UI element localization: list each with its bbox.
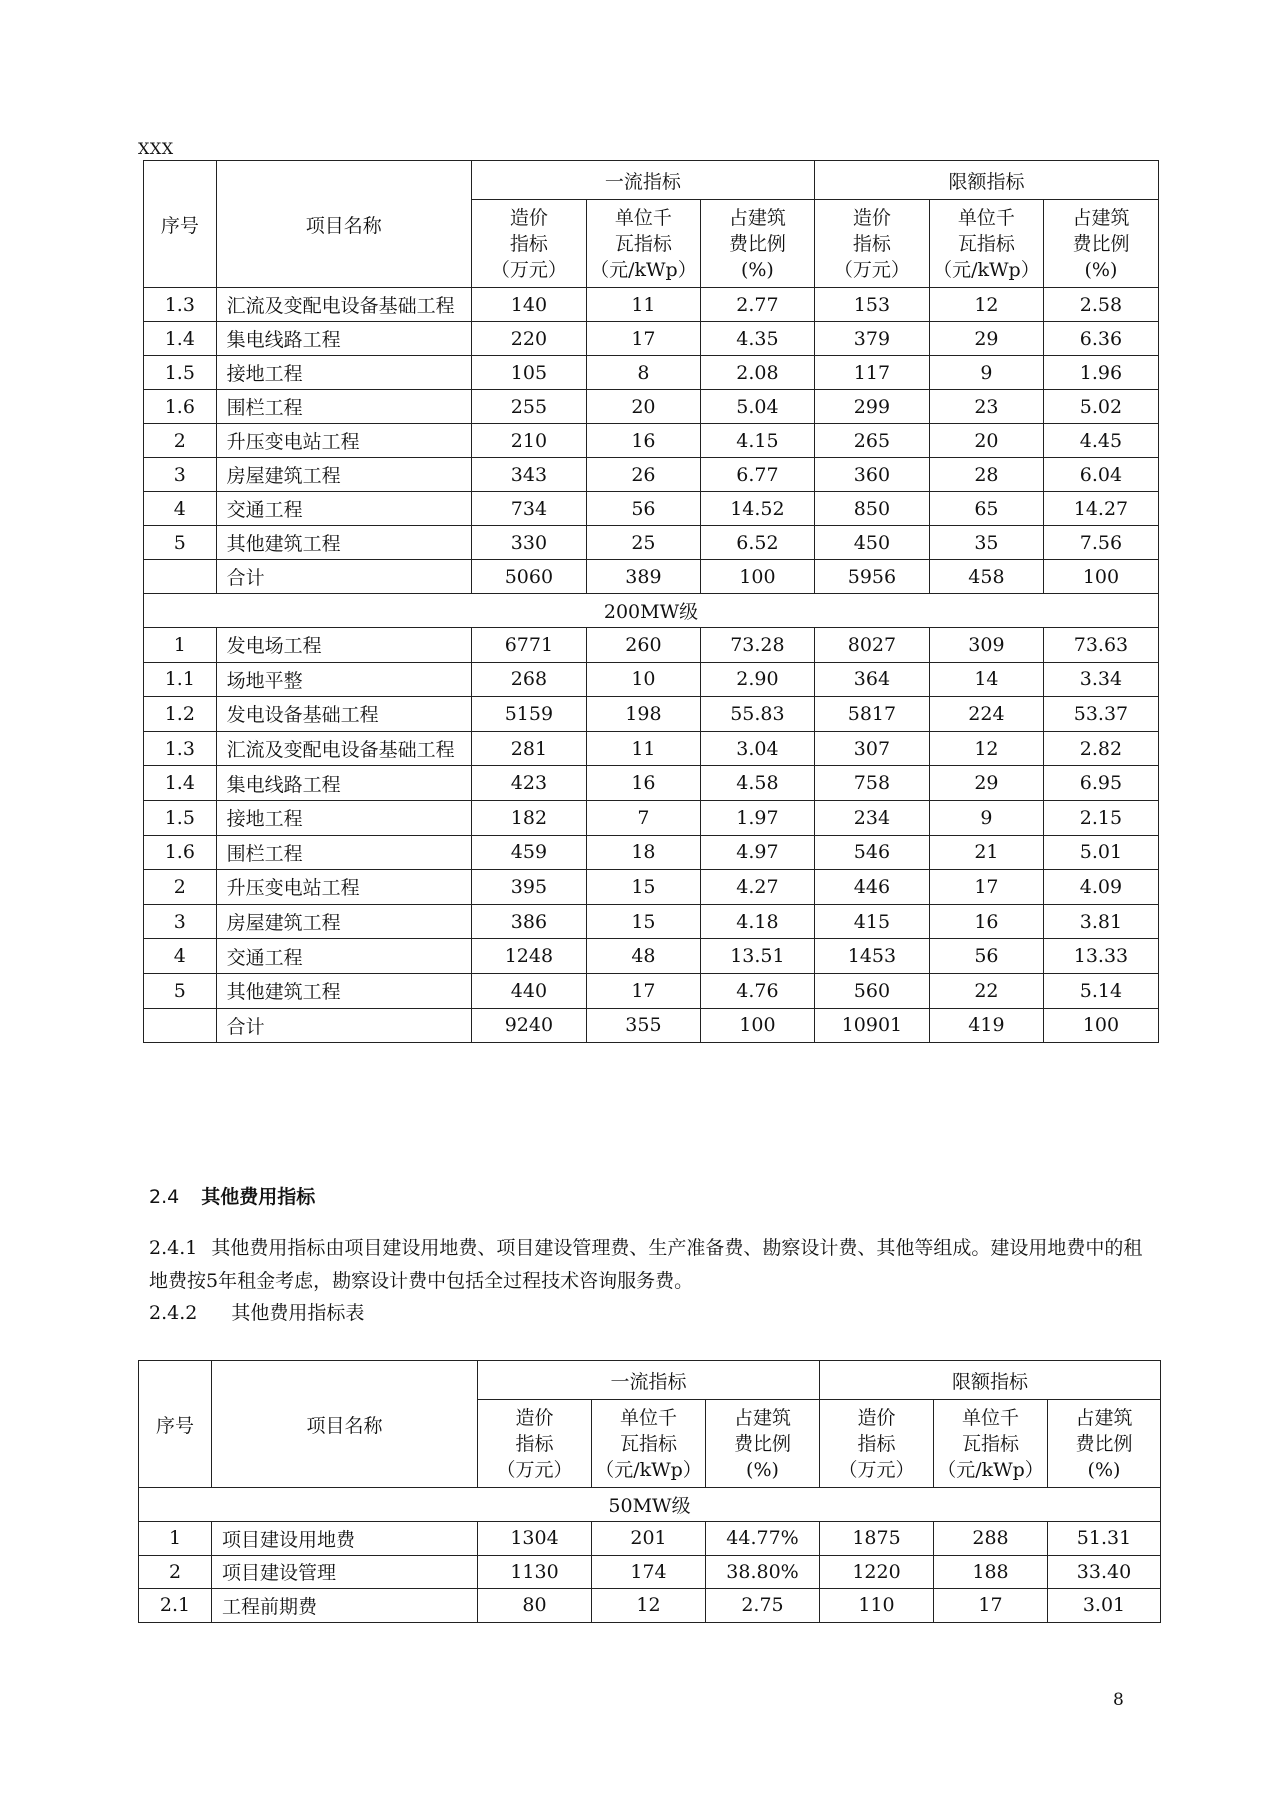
cell-ratio-limit: 3.34: [1043, 662, 1158, 697]
cell-ratio-limit: 2.82: [1043, 731, 1158, 766]
other-cost-table: [138, 1360, 1161, 1623]
cell-unit-index: 56: [586, 492, 700, 526]
cell-cost-limit: 450: [814, 526, 929, 560]
table-row: [144, 492, 1159, 526]
cell-ratio-limit: 13.33: [1043, 939, 1158, 974]
cell-unit-index-limit: 419: [929, 1008, 1043, 1043]
cell-seq: [144, 560, 217, 594]
section-row: [144, 594, 1159, 628]
cell-ratio-limit: 5.01: [1043, 835, 1158, 870]
cell-unit-index-limit: 21: [929, 835, 1043, 870]
cell-name: 合计: [216, 560, 471, 594]
cell-cost-limit: 8027: [814, 628, 929, 663]
cell-name: 升压变电站工程: [216, 424, 471, 458]
cell-seq: 1.5: [144, 800, 217, 835]
cell-cost: 386: [471, 904, 586, 939]
page-number: 8: [1113, 1690, 1124, 1710]
cell-cost-limit: 10901: [814, 1008, 929, 1043]
paragraph-text: 其他费用指标由项目建设用地费、项目建设管理费、生产准备费、勘察设计费、其他等组成。建设用地费中的租地费按5年租金考虑，勘察设计费中包括全过程技术咨询服务费。: [149, 1237, 1143, 1292]
cell-ratio-limit: 51.31: [1048, 1522, 1161, 1556]
section-number: 2.4: [149, 1186, 180, 1208]
cell-name: 工程前期费: [212, 1589, 478, 1623]
cell-unit-index-limit: 22: [929, 973, 1043, 1008]
cell-unit-index: 18: [586, 835, 700, 870]
cell-seq: 1: [139, 1522, 212, 1556]
cell-ratio: 4.18: [700, 904, 814, 939]
cell-ratio-limit: 5.14: [1043, 973, 1158, 1008]
cell-cost: 1248: [471, 939, 586, 974]
cell-name: 围栏工程: [216, 835, 471, 870]
table-row: [139, 1555, 1161, 1589]
cell-seq: 5: [144, 973, 217, 1008]
cell-seq: 2.1: [139, 1589, 212, 1623]
cell-name: 发电设备基础工程: [216, 697, 471, 732]
cell-ratio-limit: 100: [1043, 1008, 1158, 1043]
header-group-limit: 限额指标: [814, 161, 1158, 200]
cell-unit-index: 15: [586, 870, 700, 905]
table-row: [144, 973, 1159, 1008]
cell-cost: 220: [471, 322, 586, 356]
cell-cost: 140: [471, 288, 586, 322]
header-seq: 序号: [139, 1361, 212, 1488]
cell-ratio: 3.04: [700, 731, 814, 766]
cell-unit-index-limit: 9: [929, 356, 1043, 390]
header-cost: 造价 指标 （万元）: [814, 200, 929, 288]
cell-cost: 5060: [471, 560, 586, 594]
cell-ratio-limit: 73.63: [1043, 628, 1158, 663]
table-row: [144, 870, 1159, 905]
cell-ratio-limit: 4.09: [1043, 870, 1158, 905]
cell-cost: 423: [471, 766, 586, 801]
cell-unit-index: 16: [586, 766, 700, 801]
cell-cost-limit: 307: [814, 731, 929, 766]
header-group-first-class: 一流指标: [471, 161, 814, 200]
cell-unit-index-limit: 288: [934, 1522, 1048, 1556]
table-caption: [149, 1298, 364, 1325]
cell-ratio: 13.51: [700, 939, 814, 974]
cell-ratio: 4.97: [700, 835, 814, 870]
cell-unit-index-limit: 188: [934, 1555, 1048, 1589]
cell-name: 接地工程: [216, 800, 471, 835]
cell-unit-index: 17: [586, 973, 700, 1008]
cell-cost-limit: 110: [820, 1589, 934, 1623]
cell-unit-index-limit: 28: [929, 458, 1043, 492]
table-row: [144, 424, 1159, 458]
cell-ratio-limit: 100: [1043, 560, 1158, 594]
cell-seq: 1: [144, 628, 217, 663]
cell-cost-limit: 1453: [814, 939, 929, 974]
cell-name: 场地平整: [216, 662, 471, 697]
cell-seq: 3: [144, 458, 217, 492]
table-row: [144, 458, 1159, 492]
cell-cost: 6771: [471, 628, 586, 663]
header-name: 项目名称: [216, 161, 471, 288]
cell-cost-limit: 234: [814, 800, 929, 835]
cell-seq: 1.3: [144, 288, 217, 322]
cell-seq: 1.5: [144, 356, 217, 390]
cell-ratio: 2.75: [706, 1589, 820, 1623]
table-row: [144, 390, 1159, 424]
cell-cost-limit: 117: [814, 356, 929, 390]
cell-unit-index: 10: [586, 662, 700, 697]
cell-unit-index-limit: 14: [929, 662, 1043, 697]
cell-cost: 459: [471, 835, 586, 870]
cell-ratio: 2.90: [700, 662, 814, 697]
cell-ratio: 2.08: [700, 356, 814, 390]
cell-cost: 1304: [478, 1522, 592, 1556]
section-heading: [149, 1182, 315, 1209]
header-cost: 造价 指标 （万元）: [471, 200, 586, 288]
cell-unit-index-limit: 309: [929, 628, 1043, 663]
cell-unit-index-limit: 9: [929, 800, 1043, 835]
cell-seq: 4: [144, 939, 217, 974]
table-row: [139, 1522, 1161, 1556]
cell-cost: 210: [471, 424, 586, 458]
cell-unit-index: 174: [592, 1555, 706, 1589]
cell-seq: 2: [139, 1555, 212, 1589]
cell-ratio-limit: 6.36: [1043, 322, 1158, 356]
table-row: [144, 526, 1159, 560]
cell-seq: [144, 1008, 217, 1043]
cell-seq: 2: [144, 870, 217, 905]
header-unit: 单位千 瓦指标 （元/kWp）: [592, 1400, 706, 1488]
table-row: [144, 697, 1159, 732]
cell-name: 合计: [216, 1008, 471, 1043]
cell-unit-index-limit: 29: [929, 766, 1043, 801]
cell-ratio-limit: 4.45: [1043, 424, 1158, 458]
cell-name: 交通工程: [216, 492, 471, 526]
cell-name: 接地工程: [216, 356, 471, 390]
cell-unit-index: 201: [592, 1522, 706, 1556]
cell-ratio: 55.83: [700, 697, 814, 732]
cell-unit-index: 389: [586, 560, 700, 594]
cell-name: 项目建设管理: [212, 1555, 478, 1589]
cell-ratio-limit: 7.56: [1043, 526, 1158, 560]
cell-unit-index: 20: [586, 390, 700, 424]
cell-unit-index-limit: 35: [929, 526, 1043, 560]
cell-name: 围栏工程: [216, 390, 471, 424]
cell-ratio: 2.77: [700, 288, 814, 322]
cell-ratio: 6.77: [700, 458, 814, 492]
cell-ratio: 38.80%: [706, 1555, 820, 1589]
header-ratio: 占建筑 费比例 (%): [1043, 200, 1158, 288]
table-row: [144, 356, 1159, 390]
cell-name: 集电线路工程: [216, 322, 471, 356]
header-ratio: 占建筑 费比例 (%): [706, 1400, 820, 1488]
cell-unit-index: 25: [586, 526, 700, 560]
table-row: [144, 662, 1159, 697]
cell-ratio-limit: 6.04: [1043, 458, 1158, 492]
cell-cost-limit: 360: [814, 458, 929, 492]
paragraph-number: 2.4.1: [149, 1237, 198, 1259]
cell-cost: 80: [478, 1589, 592, 1623]
construction-cost-table: [143, 160, 1159, 1043]
cell-cost-limit: 850: [814, 492, 929, 526]
cell-cost: 1130: [478, 1555, 592, 1589]
cell-unit-index-limit: 65: [929, 492, 1043, 526]
cell-seq: 5: [144, 526, 217, 560]
header-unit: 单位千 瓦指标 （元/kWp）: [929, 200, 1043, 288]
caption-number: 2.4.2: [149, 1302, 198, 1324]
cell-unit-index: 11: [586, 731, 700, 766]
cell-ratio-limit: 53.37: [1043, 697, 1158, 732]
cell-name: 升压变电站工程: [216, 870, 471, 905]
section-label: 200MW级: [144, 594, 1159, 628]
section-row: [139, 1488, 1161, 1522]
cell-ratio: 4.35: [700, 322, 814, 356]
cell-name: 发电场工程: [216, 628, 471, 663]
cell-ratio: 1.97: [700, 800, 814, 835]
cell-seq: 1.6: [144, 390, 217, 424]
cell-unit-index: 12: [592, 1589, 706, 1623]
header-mark: XXX: [138, 139, 174, 158]
cell-cost-limit: 299: [814, 390, 929, 424]
cell-cost-limit: 1875: [820, 1522, 934, 1556]
cell-unit-index: 7: [586, 800, 700, 835]
cell-ratio: 4.58: [700, 766, 814, 801]
cell-cost: 105: [471, 356, 586, 390]
cell-ratio-limit: 3.81: [1043, 904, 1158, 939]
cell-ratio: 14.52: [700, 492, 814, 526]
cell-cost: 182: [471, 800, 586, 835]
header-unit: 单位千 瓦指标 （元/kWp）: [586, 200, 700, 288]
cell-unit-index-limit: 12: [929, 288, 1043, 322]
cell-cost: 268: [471, 662, 586, 697]
table-row: [144, 939, 1159, 974]
header-cost: 造价 指标 （万元）: [820, 1400, 934, 1488]
cell-ratio-limit: 5.02: [1043, 390, 1158, 424]
cell-unit-index-limit: 224: [929, 697, 1043, 732]
cell-cost: 343: [471, 458, 586, 492]
table-row: [144, 1008, 1159, 1043]
cell-cost-limit: 546: [814, 835, 929, 870]
table-row: [144, 800, 1159, 835]
cell-unit-index-limit: 17: [929, 870, 1043, 905]
section-label: 50MW级: [139, 1488, 1161, 1522]
cell-ratio-limit: 2.58: [1043, 288, 1158, 322]
caption-title: 其他费用指标表: [231, 1302, 365, 1324]
cell-ratio: 4.15: [700, 424, 814, 458]
cell-cost-limit: 560: [814, 973, 929, 1008]
cell-cost-limit: 265: [814, 424, 929, 458]
table-row: [144, 731, 1159, 766]
cell-ratio-limit: 1.96: [1043, 356, 1158, 390]
cell-unit-index-limit: 458: [929, 560, 1043, 594]
cell-cost-limit: 364: [814, 662, 929, 697]
cell-name: 房屋建筑工程: [216, 458, 471, 492]
header-name: 项目名称: [212, 1361, 478, 1488]
cell-unit-index: 26: [586, 458, 700, 492]
cell-unit-index: 11: [586, 288, 700, 322]
cell-cost: 281: [471, 731, 586, 766]
cell-unit-index-limit: 20: [929, 424, 1043, 458]
cell-cost-limit: 415: [814, 904, 929, 939]
cell-cost-limit: 5817: [814, 697, 929, 732]
cell-cost-limit: 446: [814, 870, 929, 905]
cell-name: 集电线路工程: [216, 766, 471, 801]
cell-seq: 4: [144, 492, 217, 526]
cell-unit-index-limit: 23: [929, 390, 1043, 424]
cell-ratio: 73.28: [700, 628, 814, 663]
cell-name: 其他建筑工程: [216, 973, 471, 1008]
cell-cost: 5159: [471, 697, 586, 732]
cell-name: 汇流及变配电设备基础工程: [216, 288, 471, 322]
cell-name: 项目建设用地费: [212, 1522, 478, 1556]
cell-seq: 1.6: [144, 835, 217, 870]
cell-cost: 9240: [471, 1008, 586, 1043]
cell-unit-index-limit: 16: [929, 904, 1043, 939]
cell-ratio: 5.04: [700, 390, 814, 424]
cell-cost-limit: 379: [814, 322, 929, 356]
cell-name: 其他建筑工程: [216, 526, 471, 560]
cell-ratio: 4.27: [700, 870, 814, 905]
cell-ratio-limit: 2.15: [1043, 800, 1158, 835]
table-row: [144, 904, 1159, 939]
cell-cost-limit: 153: [814, 288, 929, 322]
cell-unit-index: 16: [586, 424, 700, 458]
cell-ratio-limit: 3.01: [1048, 1589, 1161, 1623]
cell-unit-index: 15: [586, 904, 700, 939]
header-cost: 造价 指标 （万元）: [478, 1400, 592, 1488]
cell-unit-index-limit: 12: [929, 731, 1043, 766]
cell-seq: 1.4: [144, 322, 217, 356]
cell-cost: 734: [471, 492, 586, 526]
cell-unit-index: 17: [586, 322, 700, 356]
cell-ratio: 100: [700, 1008, 814, 1043]
cell-unit-index: 48: [586, 939, 700, 974]
cell-name: 房屋建筑工程: [216, 904, 471, 939]
cell-ratio: 4.76: [700, 973, 814, 1008]
table-row: [144, 560, 1159, 594]
cell-unit-index-limit: 17: [934, 1589, 1048, 1623]
cell-seq: 1.3: [144, 731, 217, 766]
table-row: [139, 1589, 1161, 1623]
cell-unit-index: 260: [586, 628, 700, 663]
section-paragraph: [149, 1232, 1159, 1298]
table-row: [144, 835, 1159, 870]
cell-cost-limit: 1220: [820, 1555, 934, 1589]
header-ratio: 占建筑 费比例 (%): [1048, 1400, 1161, 1488]
header-unit: 单位千 瓦指标 （元/kWp）: [934, 1400, 1048, 1488]
cell-seq: 1.1: [144, 662, 217, 697]
cell-ratio: 44.77%: [706, 1522, 820, 1556]
cell-cost: 395: [471, 870, 586, 905]
cell-ratio-limit: 6.95: [1043, 766, 1158, 801]
table-row: [144, 288, 1159, 322]
cell-seq: 2: [144, 424, 217, 458]
cell-cost: 440: [471, 973, 586, 1008]
cell-ratio: 6.52: [700, 526, 814, 560]
cell-cost: 255: [471, 390, 586, 424]
cell-unit-index: 8: [586, 356, 700, 390]
cell-cost-limit: 758: [814, 766, 929, 801]
cell-seq: 1.2: [144, 697, 217, 732]
cell-seq: 1.4: [144, 766, 217, 801]
table-row: [144, 322, 1159, 356]
cell-seq: 3: [144, 904, 217, 939]
table-row: [144, 766, 1159, 801]
cell-name: 交通工程: [216, 939, 471, 974]
header-group-first-class: 一流指标: [478, 1361, 820, 1400]
cell-unit-index-limit: 56: [929, 939, 1043, 974]
header-group-limit: 限额指标: [820, 1361, 1161, 1400]
cell-cost-limit: 5956: [814, 560, 929, 594]
cell-name: 汇流及变配电设备基础工程: [216, 731, 471, 766]
section-title: 其他费用指标: [201, 1186, 316, 1208]
table-row: [144, 628, 1159, 663]
cell-ratio-limit: 14.27: [1043, 492, 1158, 526]
header-seq: 序号: [144, 161, 217, 288]
cell-ratio-limit: 33.40: [1048, 1555, 1161, 1589]
cell-ratio: 100: [700, 560, 814, 594]
header-ratio: 占建筑 费比例 (%): [700, 200, 814, 288]
cell-unit-index: 355: [586, 1008, 700, 1043]
cell-unit-index: 198: [586, 697, 700, 732]
cell-cost: 330: [471, 526, 586, 560]
cell-unit-index-limit: 29: [929, 322, 1043, 356]
